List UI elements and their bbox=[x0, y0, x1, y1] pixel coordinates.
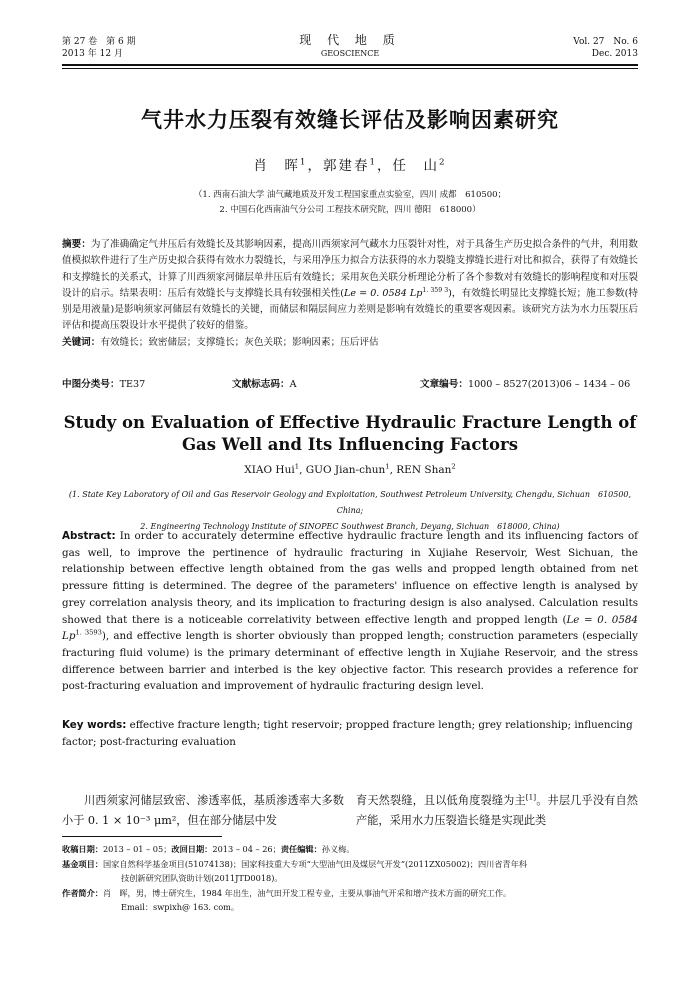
article-label: 文章编号： bbox=[420, 379, 468, 390]
author-2-affil-en: 1 bbox=[385, 462, 390, 471]
abstract-cn bbox=[62, 237, 638, 351]
formula-cn: Le = 0. 0584 Lp bbox=[344, 287, 423, 299]
author-2-en: GUO Jian-chun bbox=[305, 464, 386, 476]
author-email[interactable]: Email：swpixh@ 163. com。 bbox=[121, 902, 240, 912]
footnote-rule bbox=[62, 836, 222, 837]
paper-title-cn: 气井水力压裂有效缝长评估及影响因素研究 bbox=[141, 108, 559, 132]
funding-line-2: 技创新研究团队资助计划(2011JTD0018)。 bbox=[121, 873, 283, 883]
doc-value: A bbox=[289, 379, 297, 390]
header-volume-en bbox=[573, 36, 638, 60]
author-1-en: XIAO Hui bbox=[244, 464, 295, 476]
author-1-affil: 1 bbox=[299, 157, 308, 168]
header-date-cn: 2013 年 12 月 bbox=[62, 49, 123, 59]
abstract-text-cn-1: 为了准确确定气井压后有效缝长及其影响因素，提高川西须家河气藏水力压裂针对性，对于具备生产历史拟合条件的气井，利用数值模拟软件进行了生产历史拟合获得有效水力裂缝长，与采用净压力拟合方法获得的水力裂缝支撑缝长进行对比和拟合，获得了有效缝长和支撑缝长的关系式，计算了川西须家河储层单井压后有效缝长；采用灰色关联分析理论分析了各个参数对有效缝长的影响程度和对压裂设计的启示。结果表明：压后有效缝长与支撑缝长具有较强相关性( bbox=[62, 239, 639, 299]
abstract-text-cn-2: )，有效缝长明显比支撑缝长短；施工参数(特别是用液量)是影响须家河储层有效缝长的关键，而储层和隔层间应力差则是影响有效缝长的重要客观因素。该研究方法为水力压裂压后评估和提高压裂设计水平提供了较好的借鉴。 bbox=[62, 287, 638, 332]
doc-label: 文献标志码： bbox=[232, 379, 290, 390]
formula-exponent-cn: 1. 359 3 bbox=[422, 286, 449, 294]
keywords-label-en: Key words: bbox=[62, 719, 127, 731]
keywords-text-cn: 有效缝长；致密储层；支撑缝长；灰色关联；影响因素；压后评估 bbox=[100, 336, 379, 348]
keywords-text-en: effective fracture length; tight reservoir; propped fracture length; grey relationship; influencing factor; post-fracturing evaluation bbox=[62, 719, 633, 748]
journal-name-cn: 现 代 地 质 bbox=[299, 33, 401, 47]
received-date: 2013 – 01 – 05； bbox=[102, 844, 172, 854]
author-1-cn: 肖 晖 bbox=[253, 158, 300, 174]
running-header bbox=[62, 33, 638, 62]
header-rule-thin bbox=[62, 68, 638, 69]
formula-exponent-en: 1. 3593 bbox=[75, 628, 102, 637]
footnote-dates bbox=[62, 842, 638, 857]
clc-code bbox=[62, 378, 145, 391]
header-vol-cn: 第 27 卷 第 6 期 bbox=[62, 37, 136, 47]
editor-name: 孙义梅。 bbox=[321, 844, 355, 854]
clc-label: 中图分类号： bbox=[62, 379, 120, 390]
clc-value: TE37 bbox=[119, 379, 146, 390]
body-text-right-b: 。井层几乎没有自然产能，采用水力压裂造长缝是实现此类 bbox=[356, 794, 638, 827]
header-date-en: Dec. 2013 bbox=[591, 49, 638, 59]
abstract-text-en-2: ), and effective length is shorter obviously than propped length; construction parameters (especially fracturing fluid volume) is the primary determinant of effective length in Xujiahe Reservoir, and the stress difference between barrier and interbed is the key objective factor. This research provides a reference for post-fracturing evaluation and improvement of hydraulic fracturing design level. bbox=[62, 630, 638, 693]
header-vol-en: Vol. 27 No. 6 bbox=[573, 37, 638, 47]
abstract-text-en-1: In order to accurately determine effective hydraulic fracture length and its influencing factors of gas well, to improve the pertinence of hydraulic fracturing in Xujiahe Reservoir, West Sichuan, the relationship between effective length obtained from the gas wells and propped length obtained from net pressure fitting is determined. The degree of the parameters' influence on effective length is analysed by grey correlation analysis theory, and its implication to fracturing design is also analysed. Calculation results showed that there is a noticeable correlativity between effective length and propped length ( bbox=[62, 530, 638, 626]
author-3-en: REN Shan bbox=[396, 464, 452, 476]
body-text-left: 川西须家河储层致密、渗透率低，基质渗透率大多数小于 0. 1 × 10⁻³ μm²，但在部分储层中发 bbox=[62, 794, 344, 827]
keywords-en bbox=[62, 717, 638, 751]
title-en-line-1: Study on Evaluation of Effective Hydraulic Fracture Length of bbox=[63, 413, 637, 432]
affiliation-1-cn: （1. 西南石油大学 油气藏地质及开发工程国家重点实验室，四川 成都 610500； bbox=[193, 190, 507, 200]
citation-ref-1[interactable]: [1] bbox=[525, 792, 537, 802]
funding-label: 基金项目： bbox=[62, 858, 103, 869]
body-column-left bbox=[62, 791, 344, 831]
editor-label: 责任编辑： bbox=[280, 844, 322, 854]
footnote-author bbox=[62, 886, 638, 901]
keywords-label-cn: 关键词： bbox=[62, 336, 101, 348]
title-en-line-2: Gas Well and Its Influencing Factors bbox=[181, 435, 519, 454]
article-number bbox=[420, 378, 630, 391]
article-value: 1000 – 8527(2013)06 – 1434 – 06 bbox=[467, 379, 631, 390]
author-3-affil-en: 2 bbox=[451, 462, 456, 471]
authors-en: XIAO Hui$^1$, GUO Jian-chun$^1$, REN Shan$^2$ bbox=[244, 462, 456, 476]
paper-title-en bbox=[0, 412, 700, 456]
received-label: 收稿日期： bbox=[62, 844, 103, 854]
formula-en: Le = 0. 0584 Lp bbox=[62, 613, 638, 643]
revised-date: 2013 – 04 – 26； bbox=[212, 844, 281, 854]
body-text-right-a: 育天然裂缝，且以低角度裂缝为主 bbox=[356, 794, 526, 807]
revised-label: 改回日期： bbox=[171, 844, 213, 854]
footnotes bbox=[62, 842, 638, 915]
doc-code bbox=[232, 378, 297, 391]
author-1-affil-en: 1 bbox=[294, 462, 300, 471]
funding-line-1: 国家自然科学基金项目(51074138)；国家科技重大专项“大型油气田及煤层气开发”(2011ZX05002)；四川省青年科 bbox=[102, 858, 528, 869]
affiliation-1-en: (1. State Key Laboratory of Oil and Gas Reservoir Geology and Exploitation, Southwest Petroleum University, Chengdu, Sichuan 610500, China; bbox=[68, 490, 632, 515]
abstract-label-en: Abstract: bbox=[62, 530, 116, 542]
header-rule-thick bbox=[62, 64, 638, 66]
keywords-cn bbox=[62, 335, 638, 351]
abstract-label-cn: 摘要： bbox=[62, 239, 91, 250]
journal-name-en: GEOSCIENCE bbox=[320, 49, 380, 58]
author-bio-line-1: 肖 晖，男，博士研究生，1984 年出生，油气田开发工程专业，主要从事油气开采和增产技术方面的研究工作。 bbox=[102, 887, 512, 898]
header-journal bbox=[62, 33, 638, 59]
author-3-affil: 2 bbox=[439, 157, 447, 168]
body-column-right bbox=[356, 791, 638, 831]
footnote-funding bbox=[62, 857, 638, 872]
affiliation-2-cn: 2. 中国石化西南油气分公司 工程技术研究院，四川 德阳 618000） bbox=[219, 205, 481, 215]
author-2-cn: 郭建春 bbox=[322, 158, 370, 174]
author-2-affil: 1 bbox=[369, 157, 378, 168]
author-3-cn: 任 山 bbox=[392, 158, 440, 174]
affiliations-cn bbox=[0, 188, 700, 218]
authors-cn: 肖 晖$^1$，郭建春$^1$，任 山$^2$ bbox=[253, 157, 447, 174]
affiliation-2-en: 2. Engineering Technology Institute of SINOPEC Southwest Branch, Deyang, Sichuan 618000, China) bbox=[140, 522, 560, 531]
abstract-en bbox=[62, 528, 638, 695]
author-bio-label: 作者简介： bbox=[62, 887, 103, 898]
